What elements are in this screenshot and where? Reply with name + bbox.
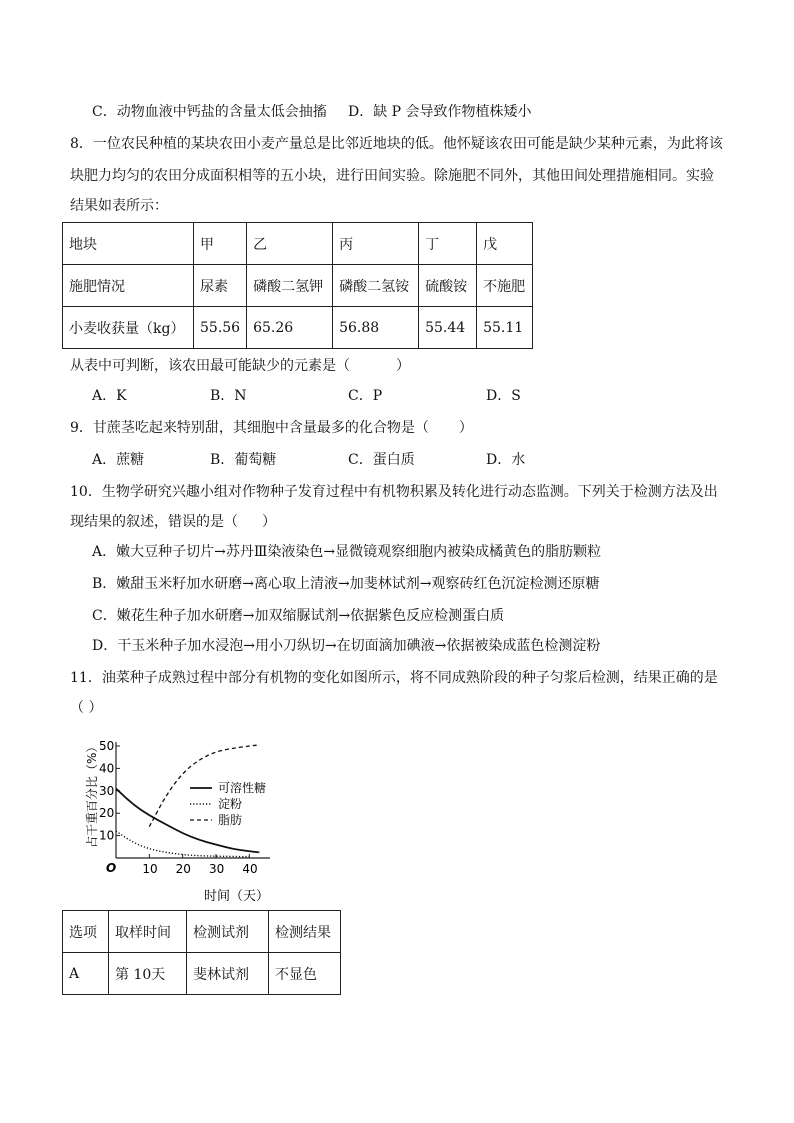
organic-matter-chart xyxy=(72,730,322,905)
q8-table-row xyxy=(63,307,533,349)
q8-option-a: A．K xyxy=(92,388,127,404)
q11-table-cell: 不显色 xyxy=(269,953,341,995)
q11-table-cell: 选项 xyxy=(63,911,109,953)
q8-table-row xyxy=(63,265,533,307)
q10-stem-line2 xyxy=(70,512,276,532)
x-tick-label: 10 xyxy=(142,862,158,876)
q8-table-cell: 小麦收获量（kg） xyxy=(63,307,194,349)
q8-table-cell: 硫酸铵 xyxy=(419,265,477,307)
x-tick-label: 40 xyxy=(242,862,258,876)
q10-option-c: C．嫩花生种子加水研磨→加双缩脲试剂→依据紫色反应检测蛋白质 xyxy=(92,608,505,624)
chart-axes xyxy=(116,742,270,858)
series-line-1 xyxy=(116,831,249,857)
q8-table-cell: 尿素 xyxy=(194,265,247,307)
q8-option-b: B．N xyxy=(210,388,247,404)
q8-table-cell: 磷酸二氢铵 xyxy=(333,265,419,307)
q8-table-cell: 地块 xyxy=(63,223,194,265)
legend-label: 淀粉 xyxy=(218,797,243,811)
q10-option-d: D．干玉米种子加水浸泡→用小刀纵切→在切面滴加碘液→依据被染成蓝色检测淀粉 xyxy=(92,638,601,654)
q8-stem-line1: 8．一位农民种植的某块农田小麦产量总是比邻近地块的低。他怀疑该农田可能是缺少某种元素，为此将该 xyxy=(70,136,723,152)
q8-table-cell: 丙 xyxy=(333,223,419,265)
y-tick-label: 30 xyxy=(99,783,115,798)
q8-table-cell: 56.88 xyxy=(333,307,419,349)
q8-table-cell: 磷酸二氢钾 xyxy=(247,265,333,307)
q10-option-a: A．嫩大豆种子切片→苏丹Ⅲ染液染色→显微镜观察细胞内被染成橘黄色的脂肪颗粒 xyxy=(92,544,602,560)
q8-data-table xyxy=(62,222,533,349)
q11-table-cell: 第 10天 xyxy=(109,953,187,995)
q8-table-cell: 65.26 xyxy=(247,307,333,349)
q10-stem-line2-text: 现结果的叙述，错误的是（ xyxy=(70,514,238,530)
q11-table-cell: 检测结果 xyxy=(269,911,341,953)
q10-option-b: B．嫩甜玉米籽加水研磨→离心取上清液→加斐林试剂→观察砖红色沉淀检测还原糖 xyxy=(92,576,600,592)
q9-option-c: C．蛋白质 xyxy=(348,452,415,468)
q8-table-cell: 55.56 xyxy=(194,307,247,349)
q8-stem-line3: 结果如表所示： xyxy=(70,198,168,214)
q7-option-d: D．缺 P 会导致作物植株矮小 xyxy=(348,104,532,120)
chart-x-axis-label: 时间（天） xyxy=(204,889,270,904)
q10-paren-close: ） xyxy=(262,514,276,530)
chart-y-axis-label: 占干重百分比（%） xyxy=(85,740,99,848)
legend-label: 脂肪 xyxy=(218,813,243,827)
q11-table-cell: 检测试剂 xyxy=(187,911,269,953)
q11-table-cell: 斐林试剂 xyxy=(187,953,269,995)
chart-legend xyxy=(190,780,266,827)
q8-paren-close: ） xyxy=(396,358,410,374)
q8-table-cell: 甲 xyxy=(194,223,247,265)
y-tick-label: 50 xyxy=(99,739,115,753)
q7-option-c: C．动物血液中钙盐的含量太低会抽搐 xyxy=(92,104,327,120)
y-tick-label: 20 xyxy=(99,806,115,821)
y-tick-label: 40 xyxy=(99,761,115,776)
x-tick-label: 30 xyxy=(209,862,225,876)
q8-table-cell: 55.44 xyxy=(419,307,477,349)
q10-stem-line1: 10．生物学研究兴趣小组对作物种子发育过程中有机物积累及转化进行动态监测。下列关于检测方法及出 xyxy=(70,484,718,500)
q11-stem-line1: 11．油菜种子成熟过程中部分有机物的变化如图所示，将不同成熟阶段的种子匀浆后检测，结果正确的是 xyxy=(70,670,718,686)
x-tick-label: 20 xyxy=(175,862,191,876)
q8-table-row xyxy=(63,223,533,265)
q8-table-cell: 施肥情况 xyxy=(63,265,194,307)
q11-table-row xyxy=(63,911,341,953)
q11-options-table xyxy=(62,910,341,995)
q8-question-text: 从表中可判断，该农田最可能缺少的元素是（ xyxy=(70,358,350,374)
q9-option-a: A．蔗糖 xyxy=(92,452,145,468)
q8-table-cell: 戊 xyxy=(477,223,533,265)
q11-table-row xyxy=(63,953,341,995)
q8-option-d: D．S xyxy=(486,388,521,404)
q8-question xyxy=(70,356,410,376)
q8-stem-line2: 块肥力均匀的农田分成面积相等的五小块，进行田间实验。除施肥不同外，其他田间处理措施相同。实验 xyxy=(70,168,714,184)
q8-table-cell: 乙 xyxy=(247,223,333,265)
y-tick-label: 10 xyxy=(99,828,115,843)
q11-table-cell: A xyxy=(63,953,109,995)
q11-table-cell: 取样时间 xyxy=(109,911,187,953)
q9-stem-text: 9．甘蔗茎吃起来特别甜，其细胞中含量最多的化合物是（ xyxy=(70,420,429,436)
legend-label: 可溶性糖 xyxy=(218,781,267,795)
q8-table-cell: 55.11 xyxy=(477,307,533,349)
chart-origin-label: O xyxy=(106,861,117,875)
q9-paren-close: ） xyxy=(458,420,473,436)
q9-option-d: D．水 xyxy=(486,452,526,468)
q9-stem xyxy=(70,418,473,438)
q8-option-c: C．P xyxy=(348,388,383,404)
q9-option-b: B．葡萄糖 xyxy=(210,452,277,468)
q8-table-cell: 不施肥 xyxy=(477,265,533,307)
q11-stem-line2: （ ） xyxy=(70,700,103,716)
q8-table-cell: 丁 xyxy=(419,223,477,265)
